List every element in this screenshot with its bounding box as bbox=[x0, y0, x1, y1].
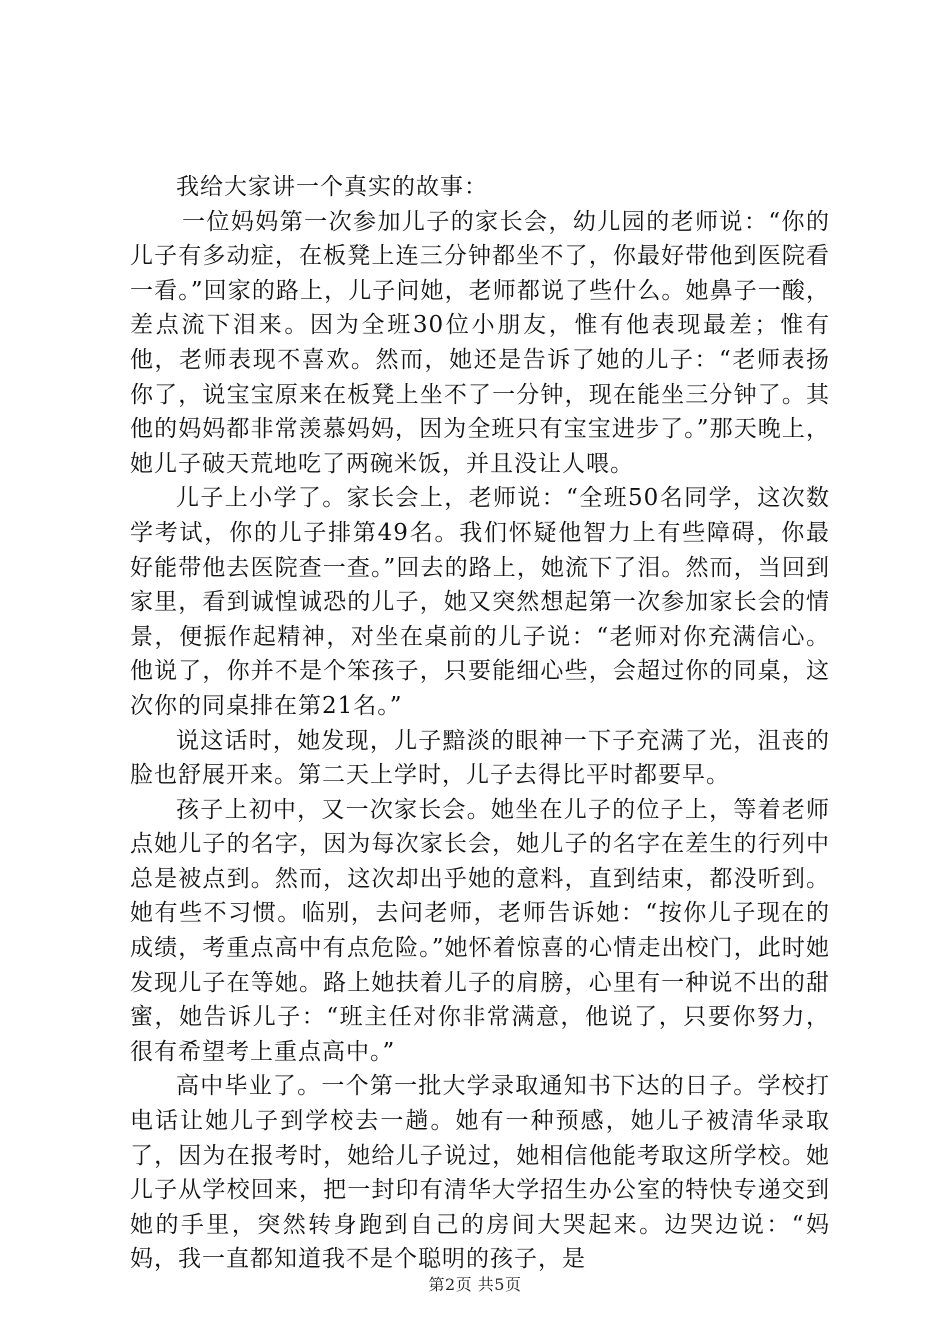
paragraph-high-school: 高中毕业了。一个第一批大学录取通知书下达的日子。学校打电话让她儿子到学校去一趟。她有一种预感，她儿子被清华录取了，因为在报考时，她给儿子说过，她相信他能考取这所学校。她儿子从学校回来，把一封印有清华大学招生办公室的特快专递交到她的手里，突然转身跑到自己的房间大哭起来。边哭边说：“妈妈，我一直都知道我不是个聪明的孩子，是 bbox=[130, 1073, 830, 1273]
paragraph-primary-school: 儿子上小学了。家长会上，老师说：“全班50名同学，这次数学考试，你的儿子排第49名。我们怀疑他智力上有些障碍，你最好能带他去医院查一查。”回去的路上，她流下了泪。然而，当回到家里，看到诚惶诚恐的儿子，她又突然想起第一次参加家长会的情景，便振作起精神，对坐在桌前的儿子说：“老师对你充满信心。他说了，你并不是个笨孩子，只要能细心些，会超过你的同桌，这次你的同桌排在第21名。” bbox=[130, 485, 830, 719]
paragraph-kindergarten: 一位妈妈第一次参加儿子的家长会，幼儿园的老师说：“你的儿子有多动症，在板凳上连三分钟都坐不了，你最好带他到医院看一看。”回家的路上，儿子问她，老师都说了些什么。她鼻子一酸，差点流下泪来。因为全班30位小朋友，惟有他表现最差；惟有他，老师表现不喜欢。然而，她还是告诉了她的儿子：“老师表扬你了，说宝宝原来在板凳上坐不了一分钟，现在能坐三分钟了。其他的妈妈都非常羡慕妈妈，因为全班只有宝宝进步了。”那天晚上，她儿子破天荒地吃了两碗米饭，并且没让人喂。 bbox=[130, 208, 830, 477]
paragraph-intro: 我给大家讲一个真实的故事： bbox=[176, 174, 488, 200]
paragraph-middle-school: 孩子上初中，又一次家长会。她坐在儿子的位子上，等着老师点她儿子的名字，因为每次家长会，她儿子的名字在差生的行列中总是被点到。然而，这次却出乎她的意料，直到结束，都没听到。她有些不习惯。临别，去问老师，老师告诉她：“按你儿子现在的成绩，考重点高中有点危险。”她怀着惊喜的心情走出校门，此时她发现儿子在等她。路上她扶着儿子的肩膀，心里有一种说不出的甜蜜，她告诉儿子：“班主任对你非常满意，他说了，只要你努力，很有希望考上重点高中。” bbox=[130, 796, 830, 1065]
page-number-footer: 第2页 共5页 bbox=[428, 1275, 522, 1294]
document-body bbox=[130, 170, 830, 1277]
paragraph-reaction: 说这话时，她发现，儿子黯淡的眼神一下子充满了光，沮丧的脸也舒展开来。第二天上学时，儿子去得比平时都要早。 bbox=[130, 727, 830, 789]
